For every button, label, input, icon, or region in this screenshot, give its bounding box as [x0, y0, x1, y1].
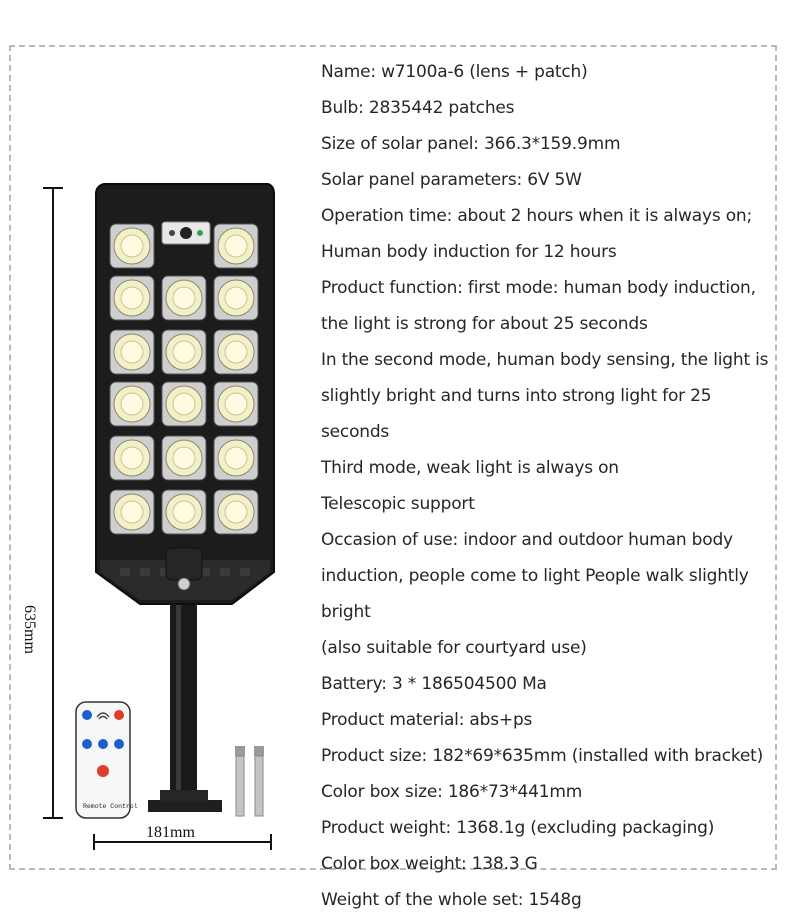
spec-line: Product size: 182*69*635mm (installed with bracket)	[321, 746, 764, 766]
spec-line: the light is strong for about 25 seconds	[321, 314, 648, 334]
led-chip	[121, 235, 143, 257]
mode-button-1	[82, 739, 92, 749]
spec-line: Name: w7100a-6 (lens + patch)	[321, 62, 588, 82]
led-chip	[225, 447, 247, 469]
spec-line: Telescopic support	[321, 494, 475, 514]
led-chip	[121, 501, 143, 523]
spec-line: induction, people come to light People walk slightly	[321, 566, 749, 586]
sensor-icon	[180, 227, 192, 239]
led-chip	[173, 341, 195, 363]
spec-line: slightly bright and turns into strong light for 25	[321, 386, 712, 406]
spec-line: Product material: abs+ps	[321, 710, 533, 730]
remote-control	[76, 702, 130, 818]
spec-line: (also suitable for courtyard use)	[321, 638, 587, 658]
led-chip	[173, 393, 195, 415]
led-chip	[121, 393, 143, 415]
spec-line: Third mode, weak light is always on	[321, 458, 619, 478]
led-chip	[173, 447, 195, 469]
spec-list	[321, 54, 786, 918]
spec-line: Color box weight: 138.3 G	[321, 854, 538, 874]
mode-button-3	[114, 739, 124, 749]
spec-line: In the second mode, human body sensing, the light is	[321, 350, 769, 370]
mode-button-2	[98, 739, 108, 749]
spec-line: Solar panel parameters: 6V 5W	[321, 170, 582, 190]
spec-line: Weight of the whole set: 1548g	[321, 890, 582, 910]
led-chip	[225, 341, 247, 363]
sos-button	[97, 765, 109, 777]
led-chip	[173, 287, 195, 309]
width-label: 181mm	[146, 824, 195, 841]
spec-line: Bulb: 2835442 patches	[321, 98, 515, 118]
led-chip	[121, 447, 143, 469]
pole-clamp	[166, 548, 202, 580]
led-chip	[173, 501, 195, 523]
clamp-knob-icon	[178, 578, 190, 590]
power-off-button	[114, 710, 124, 720]
expansion-screws	[235, 746, 264, 816]
led-chip	[225, 235, 247, 257]
led-chip	[225, 287, 247, 309]
led-chip	[121, 341, 143, 363]
spec-line: Product function: first mode: human body induction,	[321, 278, 756, 298]
spec-line: seconds	[321, 422, 390, 442]
spec-line: Size of solar panel: 366.3*159.9mm	[321, 134, 621, 154]
spec-line: Color box size: 186*73*441mm	[321, 782, 583, 802]
power-on-button	[82, 710, 92, 720]
spec-line: Product weight: 1368.1g (excluding packaging)	[321, 818, 715, 838]
led-chip	[225, 501, 247, 523]
spec-line: Battery: 3 * 186504500 Ma	[321, 674, 547, 694]
height-dimension-line	[43, 188, 63, 818]
remote-label: Remote Control	[83, 803, 138, 810]
led-chip	[121, 287, 143, 309]
spec-line: Human body induction for 12 hours	[321, 242, 617, 262]
spec-line: Occasion of use: indoor and outdoor human body	[321, 530, 733, 550]
led-chip	[225, 393, 247, 415]
spec-line: Operation time: about 2 hours when it is always on;	[321, 206, 752, 226]
spec-line: bright	[321, 602, 371, 622]
height-label: 635mm	[21, 605, 38, 654]
